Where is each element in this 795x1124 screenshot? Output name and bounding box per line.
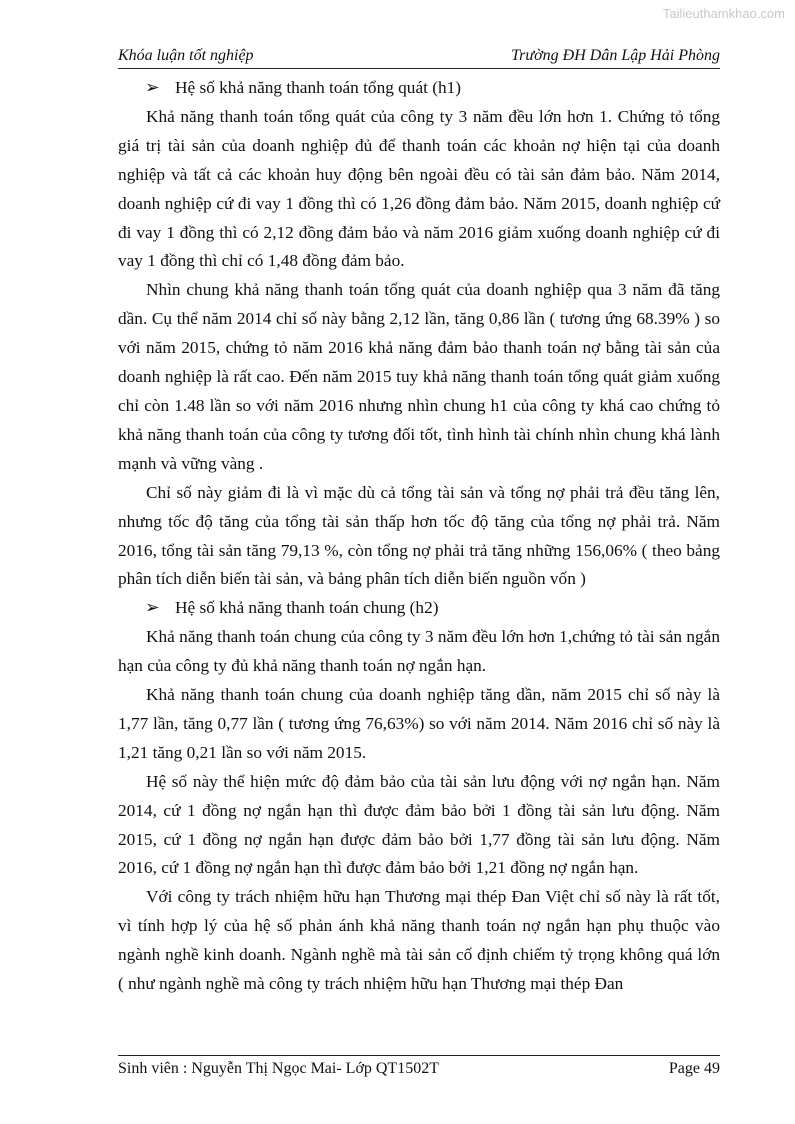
page-footer — [118, 1055, 720, 1078]
paragraph: Hệ số này thể hiện mức độ đảm bảo của tài sản lưu động với nợ ngắn hạn. Năm 2014, cứ 1 đồng nợ ngắn hạn thì được đảm bảo bởi 1 đồng tài sản lưu động. Năm 2015, cứ 1 đồng nợ ngắn hạn được đảm bảo bởi 1,77 đồng tài sản lưu động. Năm 2016, cứ 1 đồng nợ ngắn hạn thì được đảm bảo bởi 1,21 đồng nợ ngắn hạn. — [118, 771, 720, 878]
paragraph: Nhìn chung khả năng thanh toán tổng quát của doanh nghiệp qua 3 năm đã tăng dần. Cụ thể năm 2014 chỉ số này bằng 2,12 lần, tăng 0,86 lần ( tương ứng 68.39% ) so với năm 2015, chứng tỏ năm 2016 khả năng đảm bảo thanh toán nợ bằng tài sản của doanh nghiệp là rất cao. Đến năm 2015 tuy khả năng thanh toán tổng quát giảm xuống chỉ còn 1.48 lần so với năm 2016 nhưng nhìn chung h1 của công ty khá cao chứng tỏ khả năng thanh toán của công ty tương đối tốt, tình hình tài chính nhìn chung khá lành mạnh và vững vàng . — [118, 280, 720, 473]
footer-student: Sinh viên : Nguyễn Thị Ngọc Mai- Lớp QT1502T — [118, 1060, 440, 1077]
heading-text: Hệ số khả năng thanh toán chung (h2) — [175, 598, 439, 618]
watermark: Tailieuthamkhao.com — [662, 6, 785, 21]
heading-text: Hệ số khả năng thanh toán tổng quát (h1) — [175, 78, 462, 97]
paragraph: Khả năng thanh toán chung của doanh nghiệp tăng dần, năm 2015 chỉ số này là 1,77 lần, tăng 0,77 lần ( tương ứng 76,63%) so với năm 2014. Năm 2016 chỉ số này là 1,21 tăng 0,21 lần so với năm 2015. — [118, 685, 720, 762]
arrow-bullet-icon: ➢ — [145, 598, 160, 618]
page-number: Page 49 — [668, 1060, 720, 1077]
paragraph: Khả năng thanh toán chung của công ty 3 năm đều lớn hơn 1,chứng tỏ tài sản ngắn hạn của công ty đủ khả năng thanh toán nợ ngắn hạn. — [118, 627, 720, 676]
page-header — [118, 47, 720, 69]
paragraph: Chỉ số này giảm đi là vì mặc dù cả tổng tài sản và tổng nợ phải trả đều tăng lên, nhưng tốc độ tăng của tổng tài sản thấp hơn tốc độ tăng của tổng nợ phải trả. Năm 2016, tổng tài sản tăng 79,13 %, còn tổng nợ phải trả tăng những 156,06% ( theo bảng phân tích diễn biến tài sản, và bảng phân tích diễn biến nguồn vốn ) — [118, 482, 720, 589]
arrow-bullet-icon: ➢ — [145, 78, 160, 97]
paragraph: Khả năng thanh toán tổng quát của công ty 3 năm đều lớn hơn 1. Chứng tỏ tổng giá trị tài sản của doanh nghiệp đủ để thanh toán các khoản nợ hiện tại của doanh nghiệp và tất cả các khoản huy động bên ngoài đều có tài sản đảm bảo. Năm 2014, doanh nghiệp cứ đi vay 1 đồng thì có 1,26 đồng đảm bảo. Năm 2015, doanh nghiệp cứ đi vay 1 đồng thì có 2,12 đồng đảm bảo và năm 2016 giảm xuống doanh nghiệp cứ đi vay 1 đồng thì chỉ có 1,48 đồng đảm bảo. — [118, 106, 720, 271]
bullet-heading-h1 — [118, 74, 720, 103]
paragraph: Với công ty trách nhiệm hữu hạn Thương mại thép Đan Việt chỉ số này là rất tốt, vì tính hợp lý của hệ số phản ánh khả năng thanh toán nợ ngắn hạn phụ thuộc vào ngành nghề kinh doanh. Ngành nghề mà tài sản cố định chiếm tỷ trọng không quá lớn ( như ngành nghề mà công ty trách nhiệm hữu hạn Thương mại thép Đan — [118, 887, 720, 994]
header-right: Trường ĐH Dân Lập Hải Phòng — [511, 47, 720, 64]
header-left: Khóa luận tốt nghiệp — [118, 47, 254, 64]
document-body — [118, 74, 720, 999]
bullet-heading-h2 — [118, 594, 720, 623]
